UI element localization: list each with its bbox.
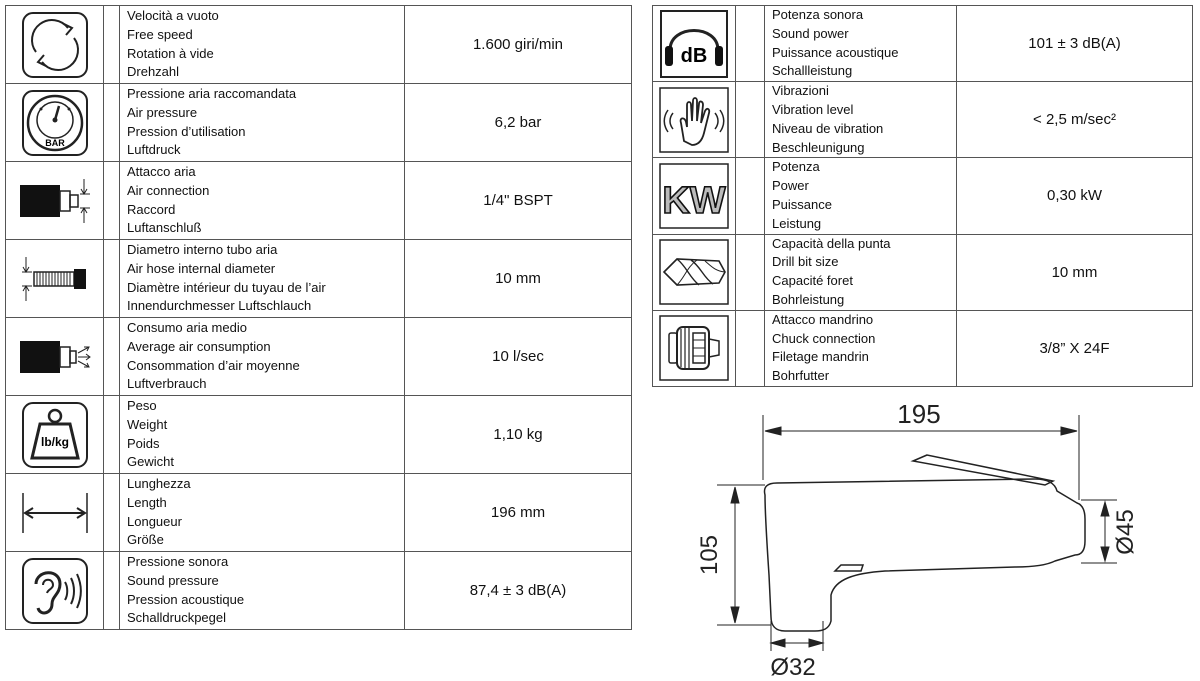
spec-label: Vibrazioni Vibration level Niveau de vibration Beschleunigung [765, 82, 957, 158]
drill-bit-icon [659, 239, 729, 305]
dimension-length-label: 195 [897, 399, 941, 429]
pressure-gauge-icon [22, 90, 88, 156]
spec-value: 0,30 kW [957, 158, 1193, 234]
length-icon [20, 483, 90, 543]
air-consumption-icon [18, 327, 92, 387]
spec-row-air-consumption [6, 318, 632, 396]
icon-cell [6, 474, 104, 552]
spec-row-sound-pressure [6, 552, 632, 630]
spec-value: 3/8” X 24F [957, 310, 1193, 386]
spec-label: Pressione sonora Sound pressure Pression acoustique Schalldruckpegel [120, 552, 405, 630]
spec-row-length [6, 474, 632, 552]
spec-label: Attacco mandrino Chuck connection Filetage mandrin Bohrfutter [765, 310, 957, 386]
spec-value: 101 ± 3 dB(A) [957, 6, 1193, 82]
spec-label: Potenza Power Puissance Leistung [765, 158, 957, 234]
spec-label: Diametro interno tubo aria Air hose internal diameter Diamètre intérieur du tuyau de l’air Innendurchmesser Luftschlauch [120, 240, 405, 318]
spec-value: 1.600 giri/min [405, 6, 632, 84]
spec-value: 1/4" BSPT [405, 162, 632, 240]
spec-label: Capacità della punta Drill bit size Capacité foret Bohrleistung [765, 234, 957, 310]
icon-cell [653, 310, 736, 386]
spec-row-weight [6, 396, 632, 474]
vibration-hand-icon [659, 87, 729, 153]
specs-table-right [652, 5, 1193, 387]
spec-label: Attacco aria Air connection Raccord Luftanschluß [120, 162, 405, 240]
spec-value: 196 mm [405, 474, 632, 552]
spec-row-chuck [653, 310, 1193, 386]
icon-cell [6, 396, 104, 474]
svg-text:BAR: BAR [44, 137, 65, 148]
rotation-icon [22, 12, 88, 78]
spec-row-air-pressure [6, 84, 632, 162]
spec-label: Pressione aria raccomandata Air pressure Pression d’utilisation Luftdruck [120, 84, 405, 162]
icon-cell [6, 84, 104, 162]
icon-cell [6, 240, 104, 318]
air-connection-icon [18, 171, 92, 231]
spec-row-vibration [653, 82, 1193, 158]
spec-row-air-connection [6, 162, 632, 240]
spec-label: Peso Weight Poids Gewicht [120, 396, 405, 474]
dimension-base-diameter-label: Ø32 [770, 654, 816, 680]
spec-row-free-speed [6, 6, 632, 84]
spec-value: 10 mm [405, 240, 632, 318]
spec-row-sound-power [653, 6, 1193, 82]
tool-outline [765, 455, 1086, 631]
spec-value: 10 mm [957, 234, 1193, 310]
svg-text:dB: dB [680, 44, 708, 67]
spec-label: Potenza sonora Sound power Puissance acoustique Schallleistung [765, 6, 957, 82]
spec-row-hose-diameter [6, 240, 632, 318]
spec-label: Velocità a vuoto Free speed Rotation à vide Drehzahl [120, 6, 405, 84]
icon-cell [653, 6, 736, 82]
dimension-drawing [655, 395, 1195, 680]
hose-diameter-icon [18, 249, 92, 309]
spec-label: Lunghezza Length Longueur Größe [120, 474, 405, 552]
spec-value: 1,10 kg [405, 396, 632, 474]
chuck-icon [659, 315, 729, 381]
dimension-head-diameter-label: Ø45 [1112, 509, 1139, 555]
icon-cell [6, 552, 104, 630]
spec-value: 87,4 ± 3 dB(A) [405, 552, 632, 630]
spec-label: Consumo aria medio Average air consumption Consommation d’air moyenne Luftverbrauch [120, 318, 405, 396]
spec-row-drill-bit [653, 234, 1193, 310]
icon-cell [653, 82, 736, 158]
ear-icon [22, 558, 88, 624]
spec-value: 6,2 bar [405, 84, 632, 162]
spec-value: < 2,5 m/sec² [957, 82, 1193, 158]
power-kw-icon [659, 163, 729, 229]
weight-icon [22, 402, 88, 468]
dimension-height-label: 105 [696, 534, 723, 576]
spec-value: 10 l/sec [405, 318, 632, 396]
specs-table-left [5, 5, 632, 630]
svg-text:lb/kg: lb/kg [40, 434, 69, 449]
svg-text:KW: KW [662, 179, 726, 222]
sound-power-icon [660, 10, 728, 78]
dimension-lines [717, 415, 1117, 651]
icon-cell [6, 162, 104, 240]
icon-cell [6, 318, 104, 396]
spec-row-power [653, 158, 1193, 234]
icon-cell [6, 6, 104, 84]
icon-cell [653, 158, 736, 234]
icon-cell [653, 234, 736, 310]
